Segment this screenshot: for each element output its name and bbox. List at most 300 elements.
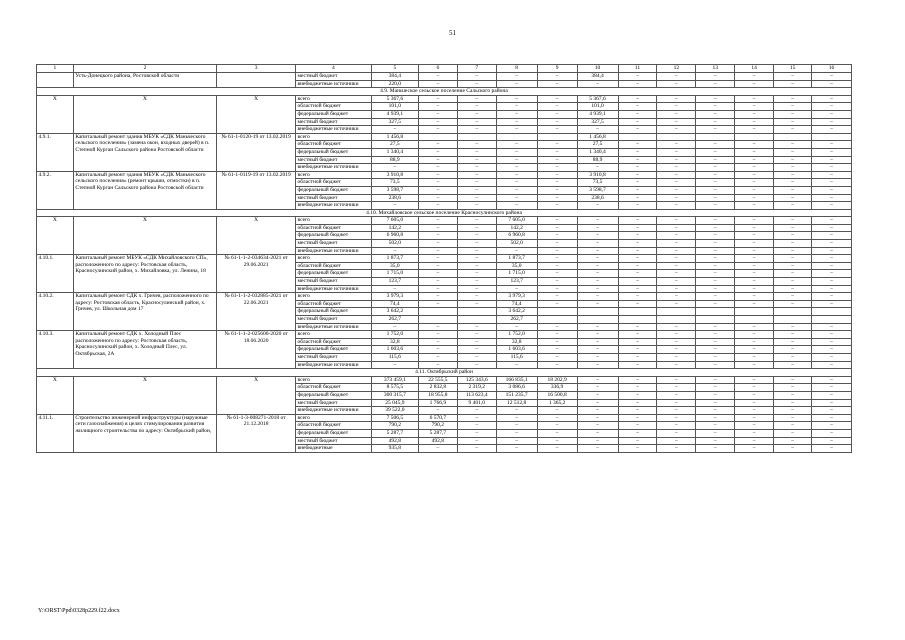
amount-cell: – [537,338,577,346]
amount-cell: – [418,202,457,210]
amount-cell: – [457,202,496,210]
amount-cell: – [735,338,774,346]
column-number: 5 [371,65,418,73]
amount-cell: – [418,80,457,88]
amount-cell: – [774,164,812,172]
amount-cell: – [696,247,735,255]
amount-cell: – [537,118,577,126]
amount-cell: – [537,171,577,179]
amount-cell: – [812,346,852,354]
amount-cell: – [696,240,735,248]
funding-source: всего [296,293,372,301]
amount-cell: – [537,202,577,210]
amount-cell: – [696,171,735,179]
amount-cell: – [657,110,696,118]
amount-cell: – [812,300,852,308]
amount-cell: 22 555,5 [418,376,457,384]
amount-cell: – [696,331,735,339]
amount-cell: – [418,118,457,126]
amount-cell: – [537,285,577,293]
amount-cell: – [496,407,537,415]
amount-cell: – [618,414,657,422]
amount-cell: – [657,346,696,354]
section-title: 4.9. Маньческое сельское поселение Сальского района [37,88,852,96]
amount-cell: – [696,186,735,194]
funding-source: местный бюджет [296,399,372,407]
amount-cell: – [696,361,735,369]
amount-cell: 74,4 [496,300,537,308]
amount-cell: – [418,285,457,293]
amount-cell: – [457,80,496,88]
amount-cell: – [696,353,735,361]
amount-cell [735,308,774,316]
funding-source: внебюджетные источники [296,164,372,172]
amount-cell: – [735,376,774,384]
amount-cell: – [457,437,496,445]
amount-cell: – [774,331,812,339]
amount-cell: – [774,300,812,308]
amount-cell: – [735,353,774,361]
amount-cell: 1 340,4 [577,148,618,156]
amount-cell: – [577,164,618,172]
amount-cell: – [371,164,418,172]
amount-cell: – [457,331,496,339]
amount-cell: – [537,414,577,422]
funding-source: внебюджетные источники [296,126,372,134]
amount-cell: – [457,95,496,103]
amount-cell: – [774,437,812,445]
funding-source: местный бюджет [296,240,372,248]
amount-cell: – [696,179,735,187]
amount-cell: – [537,247,577,255]
funding-source: внебюджетные источники [296,247,372,255]
amount-cell: – [577,126,618,134]
amount-cell: – [735,391,774,399]
amount-cell: – [696,262,735,270]
amount-cell: – [577,247,618,255]
amount-cell: – [618,240,657,248]
amount-cell: – [418,73,457,81]
amount-cell: – [457,323,496,331]
amount-cell: – [618,126,657,134]
amount-cell: – [696,384,735,392]
amount-cell: – [618,300,657,308]
amount-cell: – [774,338,812,346]
amount-cell: – [812,255,852,263]
amount-cell: – [735,384,774,392]
amount-cell: 262,7 [496,316,537,324]
amount-cell: – [696,164,735,172]
amount-cell [812,308,852,316]
amount-cell: 3 598,7 [577,186,618,194]
amount-cell: – [418,95,457,103]
amount-cell: – [657,361,696,369]
item-number: Х [37,217,74,255]
funding-source: областной бюджет [296,338,372,346]
funding-source: всего [296,376,372,384]
amount-cell: 7 605,0 [371,217,418,225]
amount-cell: – [657,414,696,422]
amount-cell: – [577,422,618,430]
amount-cell: – [735,293,774,301]
section-row [37,209,852,217]
amount-cell: 238,6 [577,194,618,202]
amount-cell: – [537,126,577,134]
amount-cell: – [774,240,812,248]
amount-cell: – [577,384,618,392]
amount-cell: – [618,232,657,240]
amount-cell: – [657,437,696,445]
amount-cell: – [457,232,496,240]
amount-cell: – [537,73,577,81]
amount-cell: 125 343,6 [457,376,496,384]
amount-cell: – [812,414,852,422]
amount-cell: – [496,103,537,111]
amount-cell: – [774,217,812,225]
amount-cell: – [735,202,774,210]
amount-cell: – [696,346,735,354]
amount-cell: – [774,156,812,164]
amount-cell: – [537,156,577,164]
table-row [37,376,852,384]
amount-cell: – [774,73,812,81]
amount-cell [577,316,618,324]
amount-cell: – [537,422,577,430]
amount-cell: – [618,202,657,210]
expertise-number: Х [217,376,296,414]
amount-cell: – [812,429,852,437]
amount-cell: – [657,217,696,225]
amount-cell: – [774,103,812,111]
amount-cell: 12 512,8 [496,399,537,407]
object-name: Строительство инженерной инфраструктуры (наружные сети газоснабжения) в целях стимулирования развития жилищного строительства по адресу: Октябрьский район, [73,414,216,452]
funding-source: областной бюджет [296,179,372,187]
amount-cell: – [812,118,852,126]
amount-cell: – [696,80,735,88]
amount-cell: – [618,361,657,369]
amount-cell: – [735,126,774,134]
amount-cell: 101,0 [577,103,618,111]
amount-cell: – [457,179,496,187]
amount-cell [696,316,735,324]
object-name: Х [73,217,216,255]
amount-cell: – [735,255,774,263]
amount-cell: – [577,437,618,445]
amount-cell [618,133,657,141]
amount-cell: – [577,293,618,301]
amount-cell: – [618,179,657,187]
amount-cell: – [774,247,812,255]
amount-cell: – [696,217,735,225]
amount-cell: 35,0 [371,262,418,270]
amount-cell: 25 045,9 [371,399,418,407]
amount-cell: – [418,300,457,308]
item-number: Х [37,376,74,414]
amount-cell: – [418,156,457,164]
amount-cell: – [618,156,657,164]
amount-cell: 1 766,9 [418,399,457,407]
amount-cell: – [496,285,537,293]
amount-cell: – [657,141,696,149]
amount-cell: – [496,148,537,156]
amount-cell: – [418,126,457,134]
amount-cell: – [696,293,735,301]
amount-cell: 5 287,7 [371,429,418,437]
amount-cell: – [657,270,696,278]
amount-cell: – [812,285,852,293]
amount-cell: 1 873,7 [371,255,418,263]
column-number: 2 [73,65,216,73]
amount-cell: – [457,414,496,422]
item-number: 4.10.3. [37,331,74,369]
amount-cell: – [735,323,774,331]
amount-cell: – [735,232,774,240]
amount-cell: – [577,353,618,361]
amount-cell [537,133,577,141]
amount-cell: – [537,262,577,270]
amount-cell: – [618,399,657,407]
amount-cell: – [812,232,852,240]
amount-cell: 790,2 [371,422,418,430]
amount-cell: – [657,422,696,430]
amount-cell: – [735,141,774,149]
amount-cell: 384,4 [371,73,418,81]
amount-cell: – [735,437,774,445]
amount-cell: 18 202,9 [537,376,577,384]
amount-cell: – [496,437,537,445]
amount-cell: – [418,148,457,156]
amount-cell: – [537,407,577,415]
amount-cell [618,308,657,316]
amount-cell: 935,8 [371,445,418,453]
amount-cell: – [812,331,852,339]
funding-source: областной бюджет [296,224,372,232]
amount-cell: 2 832,8 [418,384,457,392]
amount-cell: – [496,156,537,164]
amount-cell: – [812,323,852,331]
amount-cell: – [812,278,852,286]
table-row [37,73,852,81]
table-row [37,95,852,103]
amount-cell: 7 506,5 [371,414,418,422]
amount-cell: – [618,217,657,225]
amount-cell: – [537,240,577,248]
amount-cell [696,133,735,141]
amount-cell: – [618,338,657,346]
amount-cell: – [657,338,696,346]
amount-cell: – [496,202,537,210]
amount-cell: – [418,323,457,331]
amount-cell: – [657,186,696,194]
amount-cell: – [618,429,657,437]
amount-cell: – [812,171,852,179]
amount-cell: – [577,407,618,415]
amount-cell: – [657,255,696,263]
amount-cell [735,316,774,324]
funding-source: внебюджетные источники [296,285,372,293]
amount-cell: – [657,156,696,164]
amount-cell: – [457,278,496,286]
expertise-number: № 61-1-0119-19 от 13.02.2019 [217,171,296,209]
amount-cell: – [812,186,852,194]
amount-cell: – [457,103,496,111]
amount-cell: – [618,194,657,202]
column-number: 6 [418,65,457,73]
amount-cell: 3 086,6 [496,384,537,392]
amount-cell: – [696,156,735,164]
item-number: 4.11.1. [37,414,74,452]
amount-cell: – [418,270,457,278]
amount-cell: – [618,293,657,301]
amount-cell: – [774,148,812,156]
amount-cell: – [735,300,774,308]
amount-cell: – [577,391,618,399]
amount-cell: – [577,278,618,286]
amount-cell: – [496,126,537,134]
object-name: Усть-Донецкого района, Ростовской области [73,73,216,88]
amount-cell: – [418,278,457,286]
file-path-footer: Y:\ORST\Ppd\0328p229.f22.docx [38,608,120,614]
amount-cell: – [418,186,457,194]
amount-cell: 142,2 [371,224,418,232]
funding-source: всего [296,133,372,141]
amount-cell: – [774,262,812,270]
amount-cell: 32,8 [496,338,537,346]
amount-cell: – [735,361,774,369]
amount-cell: – [537,323,577,331]
amount-cell: – [735,110,774,118]
amount-cell: – [577,80,618,88]
amount-cell: – [457,164,496,172]
funding-source: всего [296,414,372,422]
amount-cell: – [496,422,537,430]
funding-source: всего [296,217,372,225]
amount-cell: – [457,262,496,270]
amount-cell [774,316,812,324]
amount-cell [457,316,496,324]
amount-cell: 1 873,7 [496,255,537,263]
amount-cell: 115,6 [371,353,418,361]
amount-cell: – [577,270,618,278]
amount-cell: 790,2 [418,422,457,430]
amount-cell: – [774,399,812,407]
funding-source: местный бюджет [296,73,372,81]
amount-cell: 3 642,2 [496,308,537,316]
amount-cell: 166 835,1 [496,376,537,384]
amount-cell: – [537,141,577,149]
amount-cell: – [735,414,774,422]
amount-cell: – [496,186,537,194]
amount-cell: 220,0 [371,80,418,88]
amount-cell: – [457,422,496,430]
amount-cell: 3 910,8 [371,171,418,179]
amount-cell: – [774,376,812,384]
funding-source: внебюджетные источники [296,202,372,210]
amount-cell: – [812,338,852,346]
amount-cell: 27,5 [371,141,418,149]
funding-source: внебюджетные источники [296,407,372,415]
amount-cell: – [812,164,852,172]
amount-cell: – [418,240,457,248]
amount-cell: – [657,126,696,134]
amount-cell: – [812,103,852,111]
amount-cell: – [457,338,496,346]
amount-cell: – [657,323,696,331]
table-row [37,217,852,225]
amount-cell: – [696,407,735,415]
amount-cell: – [812,141,852,149]
amount-cell: – [812,407,852,415]
amount-cell: – [812,399,852,407]
amount-cell: – [496,141,537,149]
amount-cell: – [657,376,696,384]
amount-cell: – [735,285,774,293]
expertise-number [217,73,296,88]
amount-cell: – [371,361,418,369]
funding-source: областной бюджет [296,300,372,308]
amount-cell: 151 235,7 [496,391,537,399]
amount-cell: – [618,95,657,103]
amount-cell: 113 623,4 [457,391,496,399]
amount-cell: 1 603,6 [371,346,418,354]
amount-cell: – [577,232,618,240]
amount-cell: – [371,285,418,293]
amount-cell: – [657,194,696,202]
amount-cell: – [577,202,618,210]
amount-cell: 73,5 [371,179,418,187]
amount-cell: – [657,278,696,286]
funding-source: федеральный бюджет [296,148,372,156]
amount-cell: – [618,73,657,81]
amount-cell: – [735,445,774,453]
amount-cell: – [696,445,735,453]
funding-source: местный бюджет [296,437,372,445]
amount-cell: – [618,171,657,179]
funding-source: внебюджетные источники [296,323,372,331]
table-row [37,133,852,141]
column-number: 11 [618,65,657,73]
section-title: 4.11. Октябрьский район [37,369,852,377]
amount-cell: – [657,445,696,453]
amount-cell: – [735,247,774,255]
column-number: 15 [774,65,812,73]
amount-cell: – [537,95,577,103]
amount-cell: – [812,247,852,255]
amount-cell: – [457,194,496,202]
funding-source: внебюджетные источники [296,80,372,88]
amount-cell: – [735,346,774,354]
amount-cell: – [418,232,457,240]
amount-cell: – [418,255,457,263]
object-name: Капитальный ремонт здания МБУК «СДК Маньческого сельского поселения» (ремонт крыши, отмостки) в п. Степной Курган Сальского района Ростовской области [73,171,216,209]
funding-source: местный бюджет [296,278,372,286]
amount-cell: – [696,73,735,81]
amount-cell: – [457,156,496,164]
amount-cell: – [577,414,618,422]
amount-cell: – [418,194,457,202]
amount-cell: – [618,285,657,293]
amount-cell: – [657,103,696,111]
amount-cell: – [537,186,577,194]
amount-cell: – [577,361,618,369]
amount-cell: – [812,361,852,369]
amount-cell: – [812,445,852,453]
amount-cell: – [371,247,418,255]
amount-cell: – [735,186,774,194]
amount-cell: – [537,110,577,118]
amount-cell: – [735,429,774,437]
amount-cell: 3 979,3 [496,293,537,301]
